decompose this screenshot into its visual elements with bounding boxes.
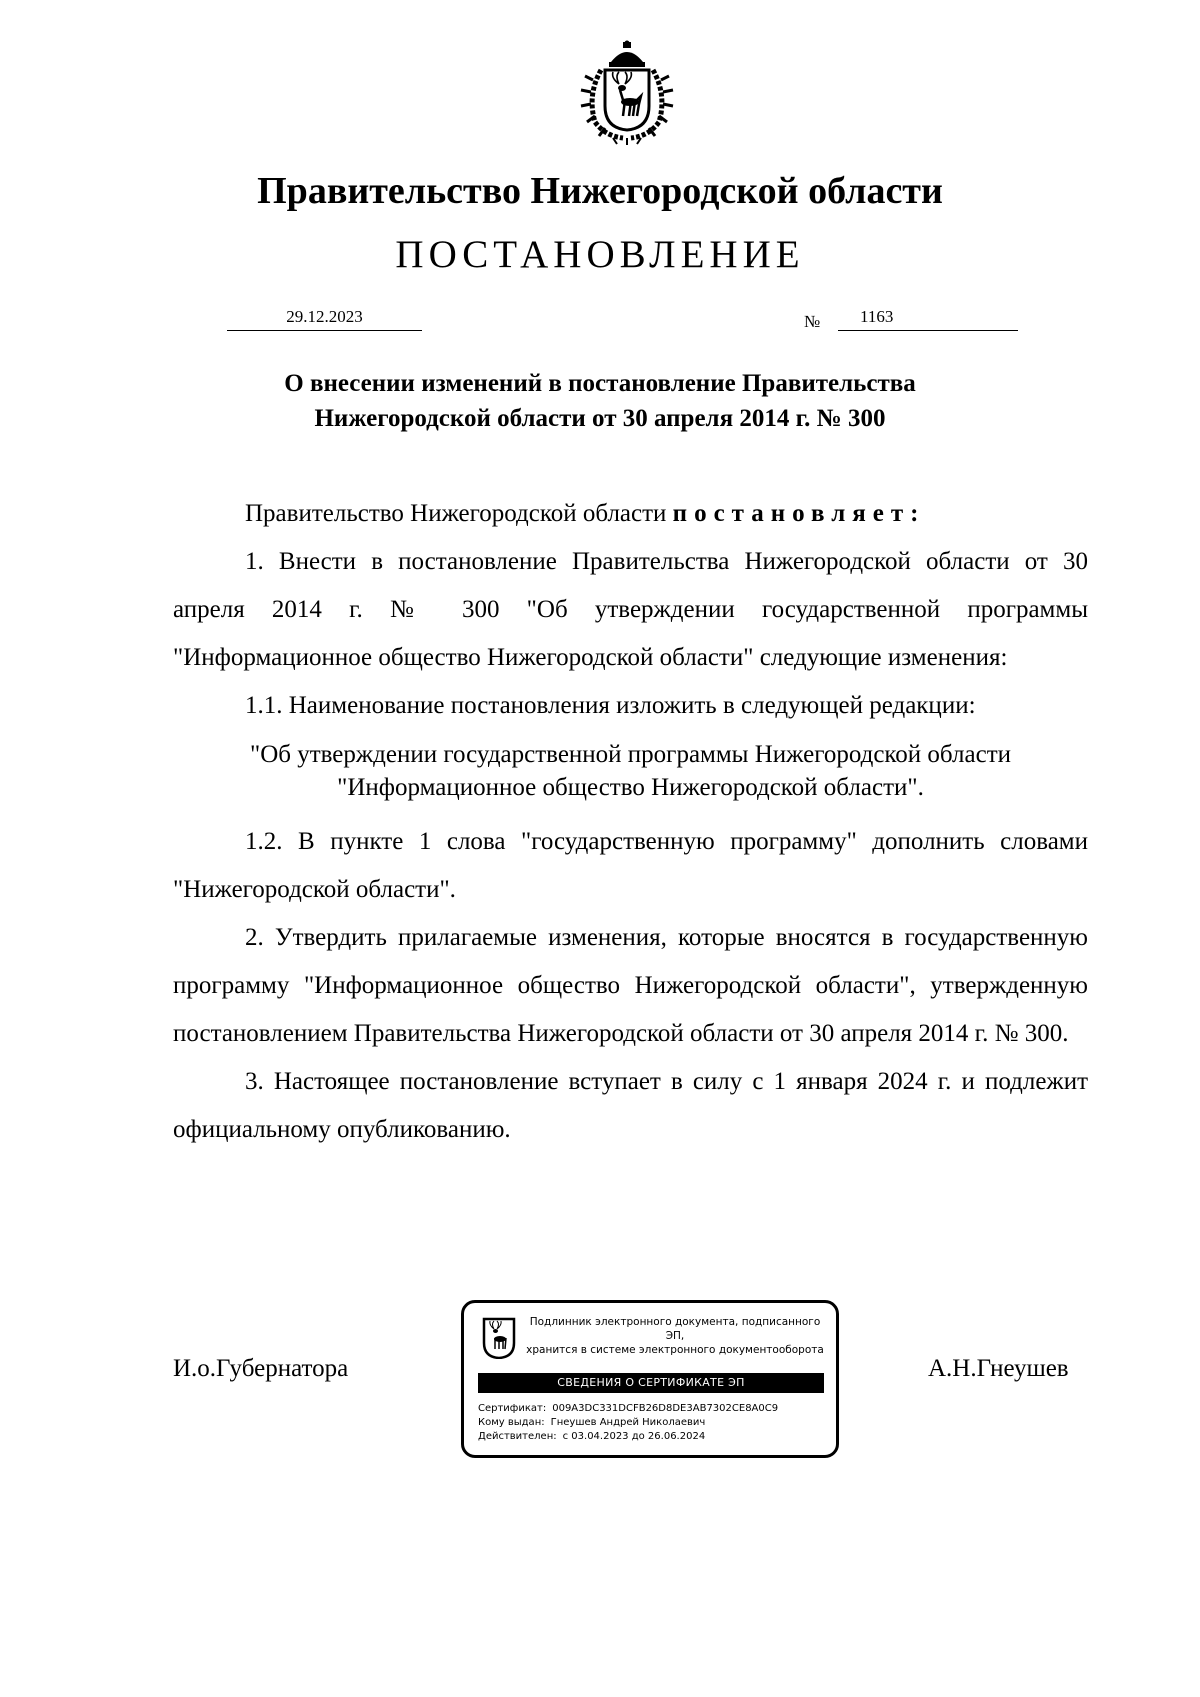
- subject-line: Нижегородской области от 30 апреля 2014 г. № 300: [314, 405, 886, 432]
- quote-line: "Информационное общество Нижегородской области".: [337, 774, 924, 801]
- document-date: 29.12.2023: [227, 306, 422, 331]
- quoted-title: [173, 738, 1088, 804]
- stamp-header: [522, 1315, 828, 1357]
- intro-paragraph: [173, 490, 1088, 538]
- number-sign: №: [804, 312, 821, 331]
- nizhny-novgorod-coat-of-arms-icon: [573, 40, 681, 146]
- stamp-header-line: хранится в системе электронного документооборота: [526, 1344, 824, 1356]
- intro-text: Правительство Нижегородской области: [245, 500, 667, 527]
- validity-row: [478, 1430, 778, 1444]
- certificate-details: [478, 1402, 778, 1444]
- electronic-signature-stamp: [461, 1300, 839, 1458]
- document-body: [173, 490, 1088, 1154]
- paragraph-3: 3. Настоящее постановление вступает в силу с 1 января 2024 г. и подлежит официальному опубликованию.: [173, 1068, 1088, 1143]
- quote-line: "Об утверждении государственной программы Нижегородской области: [250, 741, 1011, 768]
- stamp-header-line: Подлинник электронного документа, подписанного ЭП,: [529, 1316, 821, 1342]
- organization-title: Правительство Нижегородской области: [257, 170, 943, 212]
- validity-label: Действителен:: [478, 1431, 557, 1442]
- paragraph-1: 1. Внести в постановление Правительства Нижегородской области от 30 апреля 2014 г. № 300 "Об утверждении государственной программы "Информационное общество Нижегородской области" следующие изменения:: [173, 548, 1088, 671]
- document-type: ПОСТАНОВЛЕНИЕ: [395, 233, 805, 276]
- document-subject: [0, 366, 1200, 436]
- certificate-label: Сертификат:: [478, 1403, 547, 1414]
- issued-to-row: [478, 1416, 778, 1430]
- certificate-row: [478, 1402, 778, 1416]
- certificate-info-bar: СВЕДЕНИЯ О СЕРТИФИКАТЕ ЭП: [478, 1373, 824, 1393]
- document-number: 1163: [860, 307, 894, 326]
- signer-name: А.Н.Гнеушев: [928, 1355, 1069, 1382]
- issued-to-value: Гнеушев Андрей Николаевич: [550, 1417, 706, 1428]
- certificate-value: 009A3DC331DCFB26D8DE3AB7302CE8A0C9: [552, 1403, 779, 1414]
- paragraph-1-1: 1.1. Наименование постановления изложить в следующей редакции:: [245, 692, 976, 719]
- signer-position: И.о.Губернатора: [173, 1355, 349, 1382]
- validity-value: с 03.04.2023 до 26.06.2024: [562, 1431, 706, 1442]
- deer-emblem-icon: [482, 1317, 516, 1359]
- subject-line: О внесении изменений в постановление Правительства: [284, 370, 916, 397]
- issued-to-label: Кому выдан:: [478, 1417, 545, 1428]
- paragraph-2: 2. Утвердить прилагаемые изменения, которые вносятся в государственную программу "Информационное общество Нижегородской области", утвержденную постановлением Правительства Нижегородской области от 30 апреля 2014 г. № 300.: [173, 924, 1088, 1047]
- intro-emphasis: постановляет:: [672, 500, 926, 527]
- paragraph-1-2: 1.2. В пункте 1 слова "государственную программу" дополнить словами "Нижегородской области".: [173, 828, 1088, 903]
- document-number-field: [838, 306, 1018, 331]
